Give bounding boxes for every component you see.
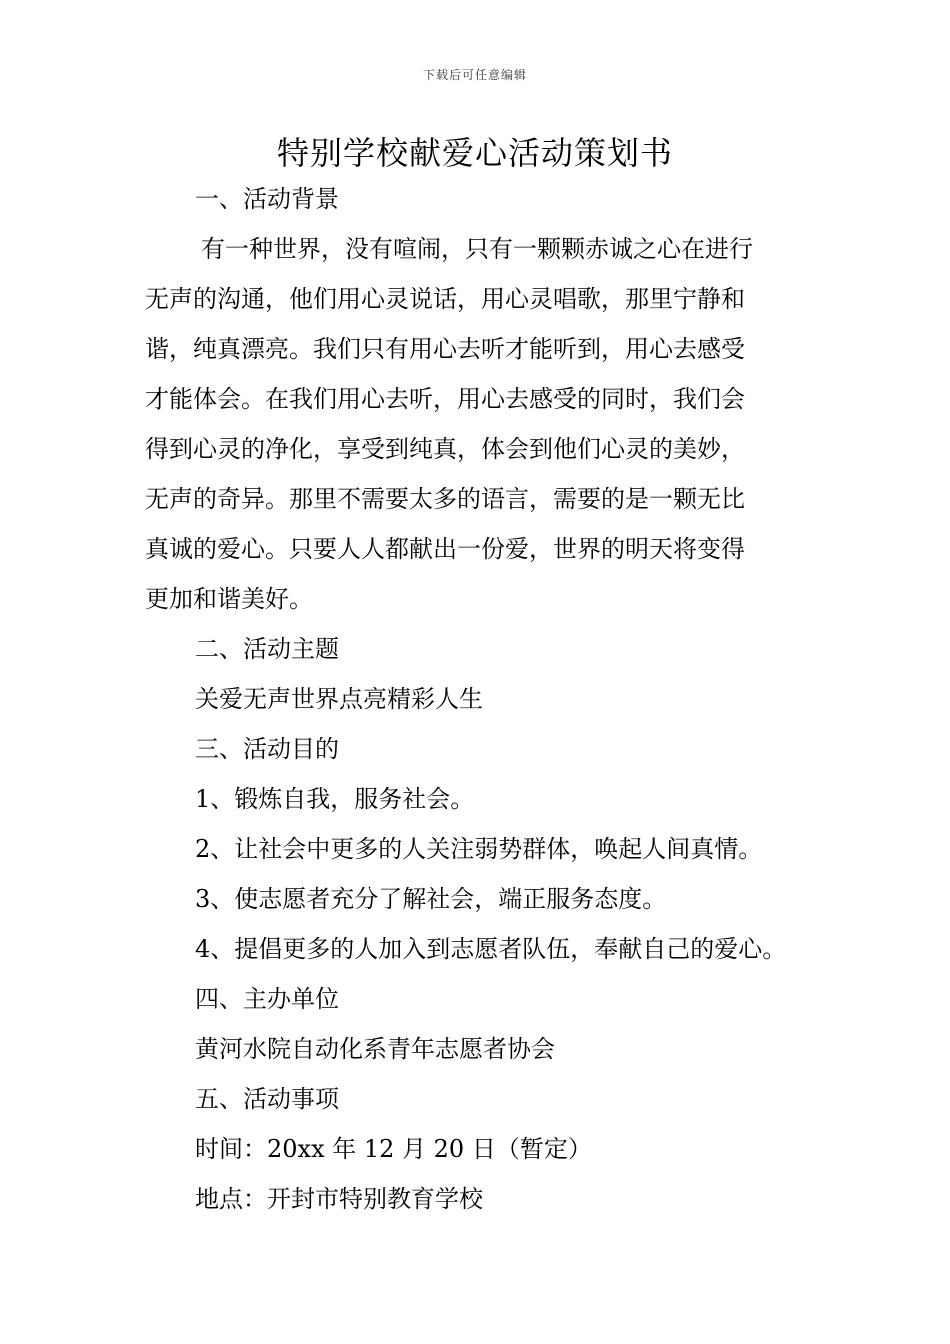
event-place: 地点：开封市特别教育学校 [195,1185,483,1213]
section-heading-background: 一、活动背景 [195,185,339,213]
purpose-item: 4、提倡更多的人加入到志愿者队伍，奉献自己的爱心。 [195,935,787,963]
paragraph-line: 无声的奇异。那里不需要太多的语言，需要的是一颗无比 [145,485,745,513]
background-paragraph [145,224,815,624]
paragraph-line: 更加和谐美好。 [145,585,313,613]
paragraph-line: 有一种世界，没有喧闹，只有一颗颗赤诚之心在进行 [201,235,753,263]
section-heading-details: 五、活动事项 [195,1085,339,1113]
paragraph-line: 得到心灵的净化，享受到纯真，体会到他们心灵的美妙， [145,435,745,463]
purpose-item: 2、让社会中更多的人关注弱势群体，唤起人间真情。 [195,835,763,863]
theme-text: 关爱无声世界点亮精彩人生 [195,685,483,713]
header-note: 下载后可任意编辑 [422,68,527,82]
paragraph-line: 无声的沟通，他们用心灵说话，用心灵唱歌，那里宁静和 [145,285,745,313]
document-title: 特别学校献爱心活动策划书 [276,134,673,172]
paragraph-line: 真诚的爱心。只要人人都献出一份爱，世界的明天将变得 [145,535,745,563]
paragraph-line: 谐，纯真漂亮。我们只有用心去听才能听到，用心去感受 [145,335,745,363]
section-heading-organizer: 四、主办单位 [195,985,339,1013]
purpose-item: 1、锻炼自我，服务社会。 [195,785,475,813]
document-body [145,174,815,1224]
section-heading-theme: 二、活动主题 [195,635,339,663]
section-heading-purpose: 三、活动目的 [195,735,339,763]
purpose-item: 3、使志愿者充分了解社会，端正服务态度。 [195,885,667,913]
event-time: 时间：20xx 年 12 月 20 日（暂定） [195,1135,592,1163]
paragraph-line: 才能体会。在我们用心去听，用心去感受的同时，我们会 [145,385,745,413]
organizer-text: 黄河水院自动化系青年志愿者协会 [195,1035,555,1063]
